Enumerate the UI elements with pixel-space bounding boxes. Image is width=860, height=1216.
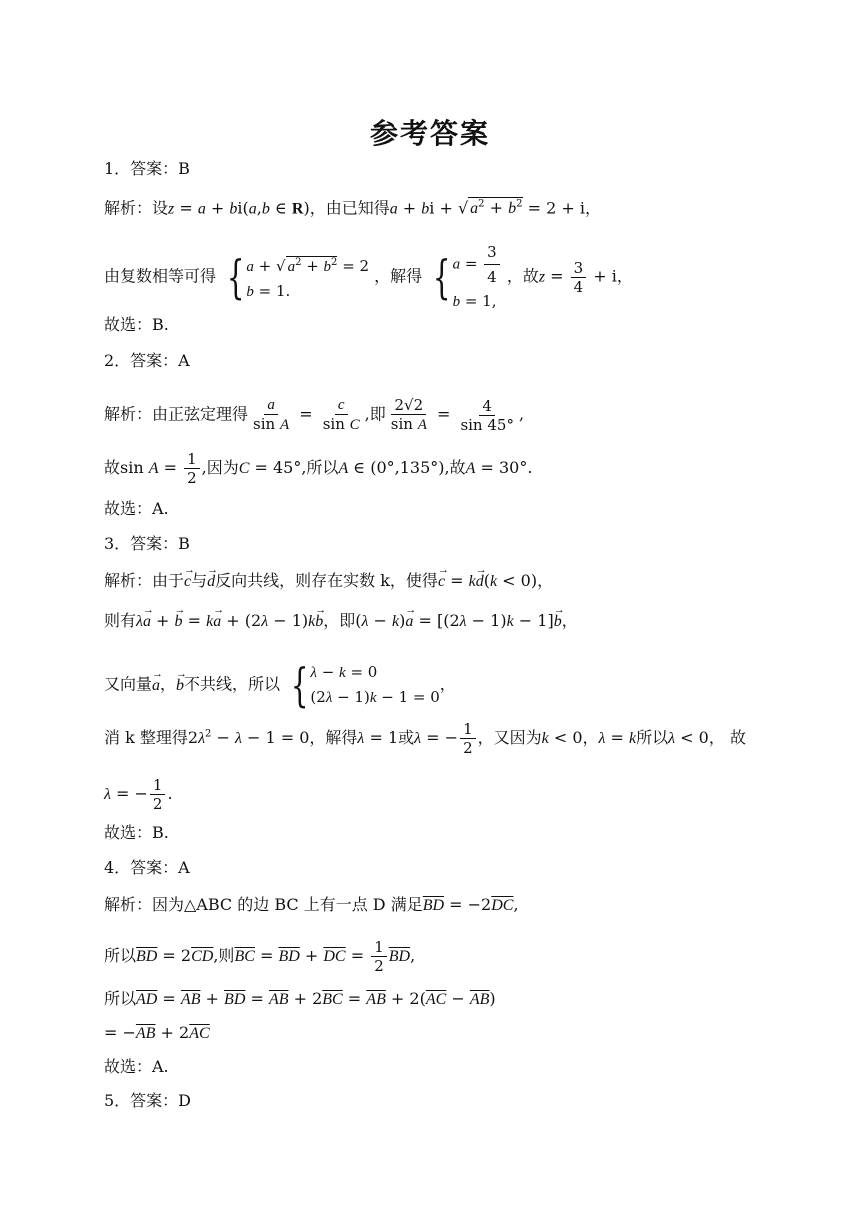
q1-line-2: 由复数相等可得 { a + √ $a^2 + b^2 = 2$ b = 1. ，解得 { a = $\frac{3}{4}$ b = 1, ，故z = $\frac{3}{4}$ + i， <box>104 240 633 314</box>
q2-line-1: 解析：由正弦定理得 $\frac{a}{\text{sin A}}$ = $\frac{c}{\text{sin C}}$ ,即 $\frac{2√2}{\text{sin A}}$ = $\frac{4}{\sin 45^\circ}$ , <box>104 396 525 434</box>
q5-heading: 5．答案：D <box>104 1091 192 1110</box>
q4-heading: 4．答案：A <box>104 858 190 877</box>
q2-conclusion: 故选：A. <box>104 499 169 518</box>
q1-line-1: 解析：设z = a + bi(a,b ∈ R)，由已知得a + bi + √ $a^2 + b^2 = 2 + i$， <box>104 198 601 218</box>
q3-line-4: 消 k 整理得$2\lambda^2 - \lambda - 1 = 0$，解得λ = 1或λ = − $\frac{1}{2}$ ，又因为k < 0，λ = k所以λ < 0， 故 <box>104 720 746 757</box>
q1-heading: 1．答案：B <box>104 159 190 178</box>
q3-line-2: 则有λ→ a + → b = k→ a + (2λ − 1)k→ b，即(λ − k)→ a = [(2λ − 1)k − 1]→ b， <box>104 610 578 633</box>
q3-conclusion: 故选：B. <box>104 823 169 842</box>
q4-line-4: = $-\overline{AB} + 2\overline{AC}$ <box>104 1023 210 1042</box>
page-title: 参考答案 <box>369 117 490 150</box>
q2-line-2: 故sin A = $\frac{1}{2}$ ,因为C = 45°,所以A ∈ (0°,135°),故A = 30°. <box>104 450 533 487</box>
q4-line-3: 所以$\overline{AD} = \overline{AB} + \overline{BD} = \overline{AB} + 2\overline{BC} = \overline{AB} + 2(\overline{AC} - \overline{AB})$ <box>104 989 496 1008</box>
q3-heading: 3．答案：B <box>104 534 190 553</box>
q3-line-1: 解析：由于→ c与→ d反向共线，则存在实数 k，使得→ c = k→ d(k < 0)， <box>104 570 553 593</box>
q3-line-3: 又向量→ a，→ b不共线，所以 { λ − k = 0 (2λ − 1)k − 1 = 0 ， <box>104 660 456 710</box>
q4-conclusion: 故选：A. <box>104 1057 169 1076</box>
q4-line-1: 解析：因为△ABC 的边 BC 上有一点 D 满足$\overline{BD} = -2\overline{DC}$, <box>104 895 519 914</box>
q2-heading: 2．答案：A <box>104 351 190 370</box>
q1-conclusion: 故选：B. <box>104 315 169 334</box>
q4-line-2: 所以$\overline{BD} = 2\overline{CD}$,则$\overline{BC} = \overline{BD} + \overline{DC}$ = $\frac{1}{2}$ $\overline{BD}$, <box>104 938 416 975</box>
q3-line-5: λ = − $\frac{1}{2}$ . <box>104 776 173 813</box>
